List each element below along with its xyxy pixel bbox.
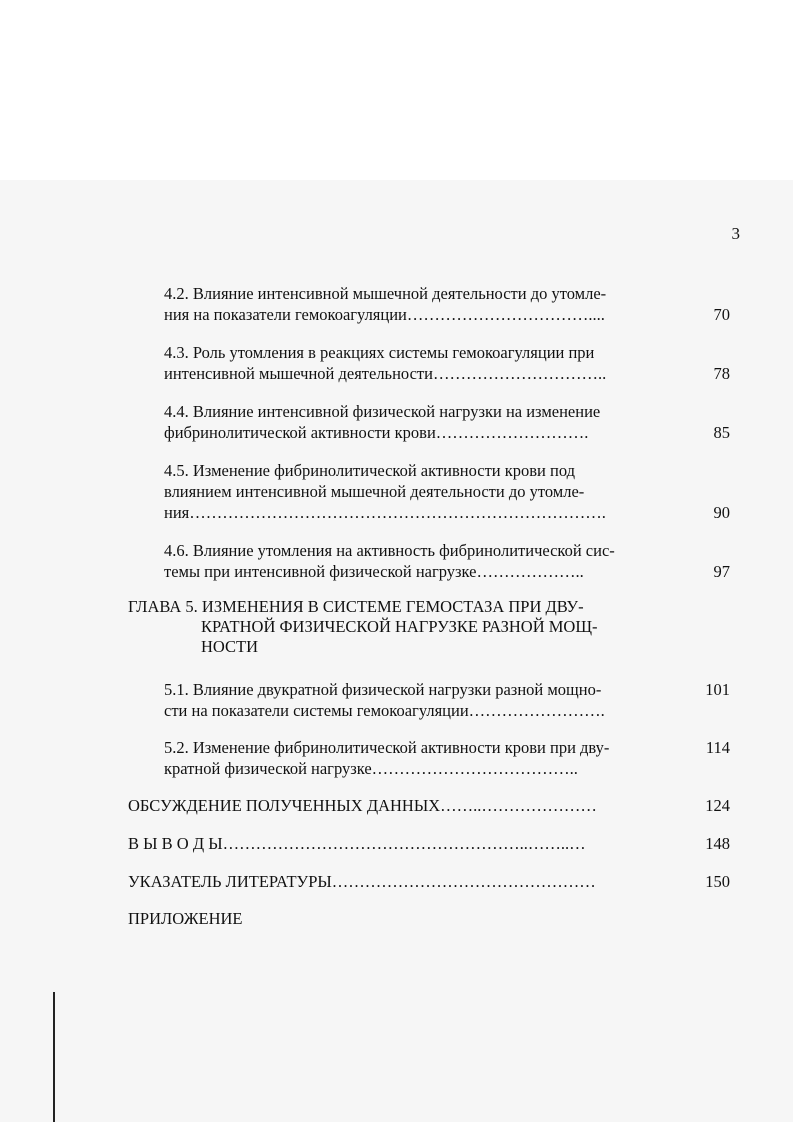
toc-entry-line: 4.3. Роль утомления в реакциях системы гемокоагуляции при	[164, 343, 595, 362]
toc-entry-conclusions	[128, 833, 688, 854]
toc-leader-dots: …………………….	[468, 701, 605, 720]
toc-entry-line: темы при интенсивной физической нагрузке	[164, 562, 477, 581]
toc-page-number: 90	[713, 503, 730, 522]
toc-entry-references	[128, 871, 688, 892]
toc-entry-line: ПРИЛОЖЕНИЕ	[128, 909, 243, 928]
toc-page-number: 114	[705, 738, 730, 757]
toc-leader-dots: …………………………………………	[331, 872, 596, 891]
toc-page-number: 124	[705, 796, 730, 815]
toc-entry-appendix	[128, 908, 688, 929]
toc-leader-dots: ………………………………………………………………….	[189, 503, 606, 522]
toc-entry-4-6	[164, 540, 674, 582]
toc-entry-line: 5.2. Изменение фибринолитической активности крови при дву-	[164, 738, 610, 757]
toc-entry-line: ния	[164, 503, 190, 522]
toc-entry-line: 5.1. Влияние двукратной физической нагрузки разной мощно-	[164, 680, 602, 699]
toc-entry-4-3	[164, 342, 674, 384]
toc-page-number: 101	[705, 680, 730, 699]
toc-leader-dots: ……..…………………	[440, 796, 597, 815]
toc-entry-5-2	[164, 737, 674, 779]
toc-entry-line: 4.4. Влияние интенсивной физической нагрузки на изменение	[164, 402, 601, 421]
toc-entry-line: 4.6. Влияние утомления на активность фибринолитической сис-	[164, 541, 615, 560]
toc-entry-line: сти на показатели системы гемокоагуляции	[164, 701, 469, 720]
toc-entry-4-5	[164, 460, 674, 523]
toc-page-number: 70	[713, 305, 730, 324]
page-number: 3	[731, 224, 740, 243]
toc-entry-line: УКАЗАТЕЛЬ ЛИТЕРАТУРЫ	[128, 872, 332, 891]
chapter-heading-line: КРАТНОЙ ФИЗИЧЕСКОЙ НАГРУЗКЕ РАЗНОЙ МОЩ-	[201, 617, 598, 636]
toc-leader-dots: ………………………………………………..……..…	[222, 834, 586, 853]
toc-entry-4-4	[164, 401, 674, 443]
toc-entry-line: 4.2. Влияние интенсивной мышечной деятельности до утомле-	[164, 284, 607, 303]
toc-leader-dots: …………………………..	[432, 364, 607, 383]
toc-entry-line: кратной физической нагрузке	[164, 759, 372, 778]
toc-page-number: 78	[713, 364, 730, 383]
toc-entry-line: влиянием интенсивной мышечной деятельности до утомле-	[164, 482, 585, 501]
chapter-heading-line: ГЛАВА 5. ИЗМЕНЕНИЯ В СИСТЕМЕ ГЕМОСТАЗА ПРИ ДВУ-	[128, 597, 584, 616]
toc-entry-discussion	[128, 795, 688, 816]
toc-entry-4-2	[164, 283, 674, 325]
toc-page-number: 150	[705, 872, 730, 891]
toc-leader-dots: ………………..	[476, 562, 584, 581]
toc-entry-line: В Ы В О Д Ы	[128, 834, 223, 853]
toc-entry-line: ния на показатели гемокоагуляции	[164, 305, 407, 324]
chapter-5-heading	[128, 597, 688, 657]
toc-page-number: 85	[713, 423, 730, 442]
toc-entry-line: 4.5. Изменение фибринолитической активности крови под	[164, 461, 576, 480]
toc-entry-5-1	[164, 679, 674, 721]
toc-leader-dots: ……………………………....	[406, 305, 605, 324]
toc-leader-dots: ……………………….	[435, 423, 589, 442]
toc-entry-line: интенсивной мышечной деятельности	[164, 364, 433, 383]
toc-entry-line: ОБСУЖДЕНИЕ ПОЛУЧЕННЫХ ДАННЫХ	[128, 796, 441, 815]
toc-page-number: 148	[705, 834, 730, 853]
toc-leader-dots: ………………………………..	[371, 759, 578, 778]
toc-entry-line: фибринолитической активности крови	[164, 423, 436, 442]
toc-page-number: 97	[713, 562, 730, 581]
chapter-heading-line: НОСТИ	[201, 637, 259, 656]
